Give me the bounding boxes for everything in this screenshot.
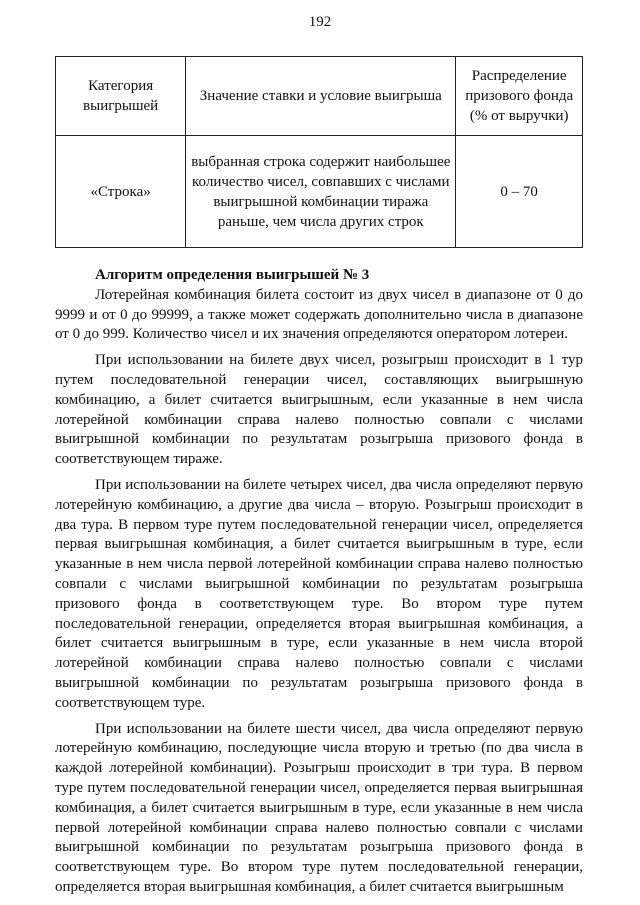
header-distribution: Распределение призового фонда (% от выручки) <box>456 57 583 136</box>
section-heading: Алгоритм определения выигрышей № 3 <box>95 267 370 283</box>
section-body <box>55 266 583 898</box>
paragraph: Лотерейная комбинация билета состоит из двух чисел в диапазоне от 0 до 9999 и от 0 до 99999, а также может содержать дополнительно числа в диапазоне от 0 до 999. Количество чисел и их значения определяются оператором лотереи. <box>55 286 583 343</box>
table-header-row <box>56 57 583 136</box>
prize-table <box>55 56 583 248</box>
cell-distribution: 0 – 70 <box>456 136 583 248</box>
paragraph: При использовании на билете шести чисел, два числа определяют первую лотерейную комбинацию, последующие числа вторую и третью (по два числа в каждой лотерейной комбинации). Розыгрыш происходит в три тура. В первом туре путем последовательной генерации чисел, определяется первая выигрышная комбинация, а билет считается выигрышным в туре, если указанные в нем числа первой лотерейной комбинации справа налево полностью совпали с числами выигрышной комбинации по результатам розыгрыша призового фонда в соответствующем туре. Во втором туре путем последовательной генерации, определяется вторая выигрышная комбинация, а билет считается выигрышным <box>55 720 583 895</box>
cell-category: «Строка» <box>56 136 186 248</box>
paragraph: При использовании на билете четырех чисел, два числа определяют первую лотерейную комбинацию, а другие два числа – вторую. Розыгрыш происходит в два тура. В первом туре путем последовательной генерации чисел, определяется первая выигрышная комбинация, а билет считается выигрышным в туре, если указанные в нем числа первой лотерейной комбинации справа налево полностью совпали с числами выигрышной комбинации по результатам розыгрыша призового фонда в соответствующем туре. Во втором туре путем последовательной генерации, определяется вторая выигрышная комбинация, а билет считается выигрышным в туре, если указанные в нем числа второй лотерейной комбинации справа налево полностью совпали с числами выигрышной комбинации по результатам розыгрыша призового фонда в соответствующем туре. <box>55 476 583 711</box>
paragraph: При использовании на билете двух чисел, розыгрыш происходит в 1 тур путем последовательной генерации чисел, составляющих выигрышную комбинацию, а билет считается выигрышным, если указанные в нем числа лотерейной комбинации справа налево полностью совпали с числами выигрышной комбинации по результатам розыгрыша призового фонда в соответствующем тираже. <box>55 352 583 468</box>
header-condition: Значение ставки и условие выигрыша <box>186 57 456 136</box>
page-number: 192 <box>308 14 332 30</box>
table-row <box>56 136 583 248</box>
header-category: Категория выигрышей <box>56 57 186 136</box>
cell-condition: выбранная строка содержит наибольшее количество чисел, совпавших с числами выигрышной комбинации тиража раньше, чем числа других строк <box>186 136 456 248</box>
